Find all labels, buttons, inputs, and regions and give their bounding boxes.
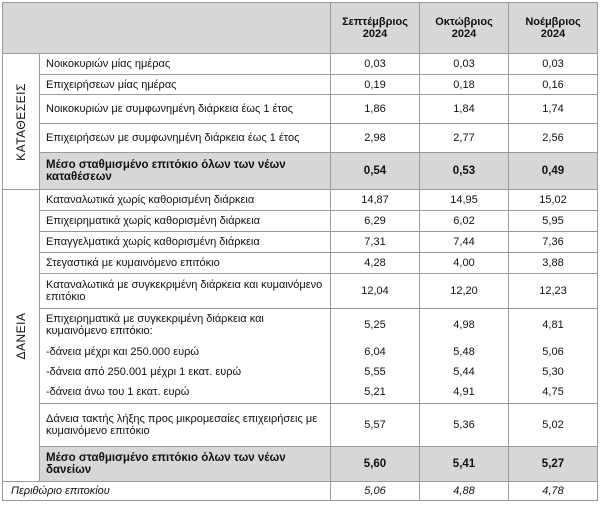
interest-rates-table	[2, 2, 598, 501]
cell-value: 5,55	[331, 362, 420, 382]
table-row	[3, 211, 598, 232]
loans-average-row	[3, 447, 598, 482]
cell-value: 5,25	[331, 309, 420, 342]
row-label: Επιχειρηματικά χωρίς καθορισμένη διάρκεια	[40, 211, 331, 232]
cell-value: 12,23	[509, 274, 598, 309]
table-row	[3, 54, 598, 75]
cell-value: 5,06	[331, 482, 420, 501]
header-month-2: Οκτώβριος 2024	[420, 3, 509, 54]
table-row	[3, 95, 598, 124]
cell-value: 4,75	[509, 382, 598, 404]
cell-value: 4,91	[420, 382, 509, 404]
cell-value: 7,31	[331, 232, 420, 253]
cell-value: 0,53	[420, 153, 509, 190]
cell-value: 1,86	[331, 95, 420, 124]
table-row	[3, 382, 598, 404]
table-row	[3, 342, 598, 362]
cell-value: 5,06	[509, 342, 598, 362]
table-row	[3, 75, 598, 95]
cell-value: 3,88	[509, 253, 598, 274]
cell-value: 2,77	[420, 124, 509, 153]
cell-value: 4,28	[331, 253, 420, 274]
cell-value: 0,16	[509, 75, 598, 95]
cell-value: 4,78	[509, 482, 598, 501]
cell-value: 5,44	[420, 362, 509, 382]
cell-value: 4,88	[420, 482, 509, 501]
cell-value: 0,03	[509, 54, 598, 75]
row-label: Επαγγελματικά χωρίς καθορισμένη διάρκεια	[40, 232, 331, 253]
row-label: -δάνεια μέχρι και 250.000 ευρώ	[40, 342, 331, 362]
row-label: Στεγαστικά με κυμαινόμενο επιτόκιο	[40, 253, 331, 274]
cell-value: 0,19	[331, 75, 420, 95]
row-label: Καταναλωτικά με συγκεκριμένη διάρκεια και κυμαινόμενο επιτόκιο	[40, 274, 331, 309]
cell-value: 7,36	[509, 232, 598, 253]
cell-value: 5,57	[331, 404, 420, 447]
cell-value: 4,98	[420, 309, 509, 342]
cell-value: 5,36	[420, 404, 509, 447]
row-label: Επιχειρηματικά με συγκεκριμένη διάρκεια και κυμαινόμενο επιτόκιο:	[40, 309, 331, 342]
deposits-average-row	[3, 153, 598, 190]
row-label: Νοικοκυριών μίας ημέρας	[40, 54, 331, 75]
deposits-section-label: ΚΑΤΑΘΕΣΕΙΣ	[3, 54, 40, 190]
row-label: Επιχειρήσεων μίας ημέρας	[40, 75, 331, 95]
row-label: -δάνεια άνω του 1 εκατ. ευρώ	[40, 382, 331, 404]
table-row	[3, 404, 598, 447]
table-row	[3, 362, 598, 382]
row-label: Μέσο σταθμισμένο επιτόκιο όλων των νέων δανείων	[40, 447, 331, 482]
cell-value: 0,49	[509, 153, 598, 190]
table-row	[3, 274, 598, 309]
cell-value: 5,41	[420, 447, 509, 482]
row-label: Δάνεια τακτής λήξης προς μικρομεσαίες επιχειρήσεις με κυμαινόμενο επιτόκιο	[40, 404, 331, 447]
cell-value: 0,03	[331, 54, 420, 75]
row-label: Μέσο σταθμισμένο επιτόκιο όλων των νέων καταθέσεων	[40, 153, 331, 190]
cell-value: 6,29	[331, 211, 420, 232]
cell-value: 5,95	[509, 211, 598, 232]
loans-section-label: ΔΑΝΕΙΑ	[3, 190, 40, 482]
header-row	[3, 3, 598, 54]
header-month-1: Σεπτέμβριος 2024	[331, 3, 420, 54]
row-label: Νοικοκυριών με συμφωνημένη διάρκεια έως 1 έτος	[40, 95, 331, 124]
cell-value: 6,02	[420, 211, 509, 232]
cell-value: 15,02	[509, 190, 598, 211]
table-row	[3, 190, 598, 211]
cell-value: 2,56	[509, 124, 598, 153]
cell-value: 5,02	[509, 404, 598, 447]
header-blank-cell	[3, 3, 331, 54]
cell-value: 5,21	[331, 382, 420, 404]
cell-value: 1,84	[420, 95, 509, 124]
row-label: Καταναλωτικά χωρίς καθορισμένη διάρκεια	[40, 190, 331, 211]
row-label: Επιχειρήσεων με συμφωνημένη διάρκεια έως 1 έτος	[40, 124, 331, 153]
cell-value: 6,04	[331, 342, 420, 362]
cell-value: 7,44	[420, 232, 509, 253]
interest-margin-row	[3, 482, 598, 501]
row-label: Περιθώριο επιτοκίου	[3, 482, 331, 501]
cell-value: 2,98	[331, 124, 420, 153]
cell-value: 0,18	[420, 75, 509, 95]
cell-value: 0,54	[331, 153, 420, 190]
cell-value: 5,30	[509, 362, 598, 382]
table-row	[3, 309, 598, 342]
cell-value: 4,81	[509, 309, 598, 342]
cell-value: 12,04	[331, 274, 420, 309]
cell-value: 1,74	[509, 95, 598, 124]
table-row	[3, 253, 598, 274]
table-row	[3, 124, 598, 153]
cell-value: 14,87	[331, 190, 420, 211]
header-month-3: Νοέμβριος 2024	[509, 3, 598, 54]
cell-value: 0,03	[420, 54, 509, 75]
cell-value: 5,27	[509, 447, 598, 482]
cell-value: 14,95	[420, 190, 509, 211]
row-label: -δάνεια από 250.001 μέχρι 1 εκατ. ευρώ	[40, 362, 331, 382]
cell-value: 5,48	[420, 342, 509, 362]
table-row	[3, 232, 598, 253]
cell-value: 12,20	[420, 274, 509, 309]
cell-value: 5,60	[331, 447, 420, 482]
cell-value: 4,00	[420, 253, 509, 274]
